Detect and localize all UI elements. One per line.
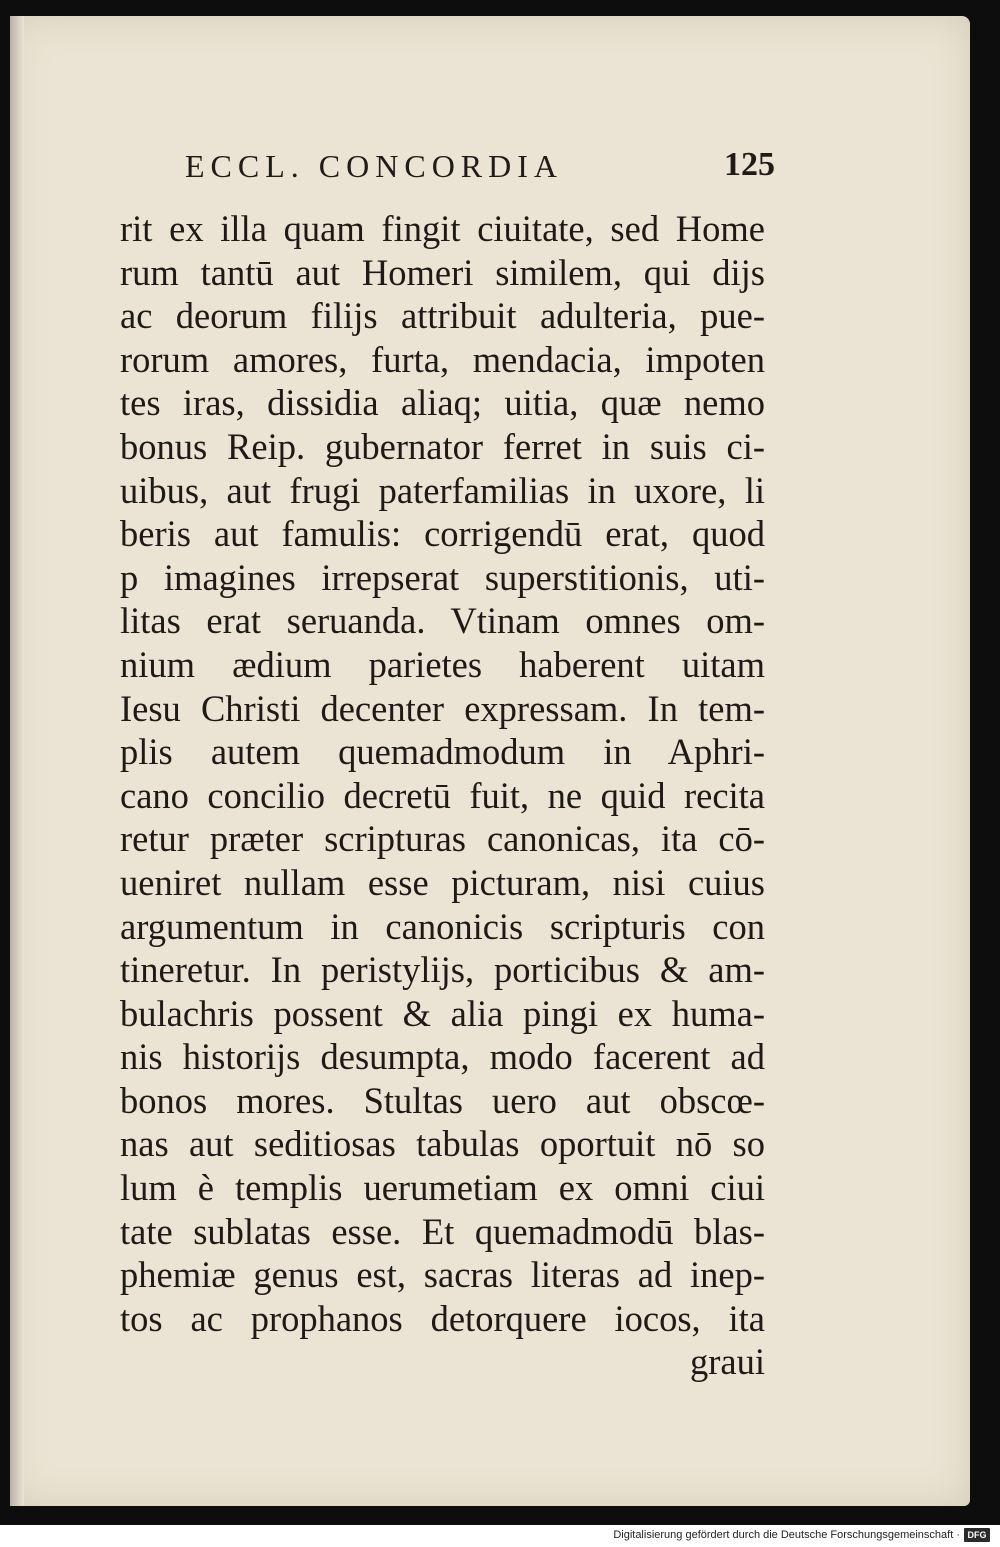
page-gutter [10, 16, 24, 1506]
text-line: tineretur. In peristylijs, porticibus & am- [120, 949, 765, 991]
text-line: argumentum in canonicis scripturis con [120, 905, 765, 947]
text-line: retur præter scripturas canonicas, ita cō- [120, 818, 765, 860]
text-line: rum tantū aut Homeri similem, qui dijs [120, 251, 765, 293]
catchword: graui [690, 1341, 765, 1383]
text-line: beris aut famulis: corrigendū erat, quod [120, 513, 765, 555]
text-line: nas aut seditiosas tabulas oportuit nō so [120, 1123, 765, 1165]
text-line: litas erat seruanda. Vtinam omnes om- [120, 600, 765, 642]
text-line: rit ex illa quam fingit ciuitate, sed Home [120, 208, 765, 249]
text-line: nium ædium parietes haberent uitam [120, 643, 765, 685]
text-line: ueniret nullam esse picturam, nisi cuius [120, 861, 765, 903]
text-line: Iesu Christi decenter expressam. In tem- [120, 687, 765, 729]
text-line: cano concilio decretū fuit, ne quid recita [120, 774, 765, 816]
text-line: ac deorum filijs attribuit adulteria, pue- [120, 295, 765, 337]
text-line: rorum amores, furta, mendacia, impoten [120, 338, 765, 380]
text-line: phemiæ genus est, sacras literas ad inep- [120, 1254, 765, 1296]
footer-bar [0, 1525, 1000, 1547]
text-line: tos ac prophanos detorquere iocos, ita [120, 1297, 765, 1339]
text-line: lum è templis uerumetiam ex omni ciui [120, 1167, 765, 1209]
text-line: tate sublatas esse. Et quemadmodū blas- [120, 1210, 765, 1252]
funding-credit: Digitalisierung gefördert durch die Deutsche Forschungsgemeinschaft · [613, 1529, 960, 1541]
text-line: plis autem quemadmodum in Aphri- [120, 731, 765, 773]
dfg-logo-icon [964, 1528, 990, 1542]
text-line: tes iras, dissidia aliaq; uitia, quæ nemo [120, 382, 765, 424]
book-page [10, 16, 970, 1506]
text-line: bonus Reip. gubernator ferret in suis ci- [120, 425, 765, 467]
text-line: uibus, aut frugi paterfamilias in uxore, li [120, 469, 765, 511]
dfg-logo-text: DFG [967, 1530, 987, 1540]
text-line: p imagines irrepserat superstitionis, uti- [120, 556, 765, 598]
page-number: 125 [724, 146, 775, 183]
body-text [120, 207, 765, 1384]
text-line: nis historijs desumpta, modo facerent ad [120, 1036, 765, 1078]
page-header [185, 148, 775, 196]
running-title: ECCL. CONCORDIA [185, 148, 564, 184]
text-line: bulachris possent & alia pingi ex huma- [120, 992, 765, 1034]
text-line: bonos mores. Stultas uero aut obscœ- [120, 1079, 765, 1121]
